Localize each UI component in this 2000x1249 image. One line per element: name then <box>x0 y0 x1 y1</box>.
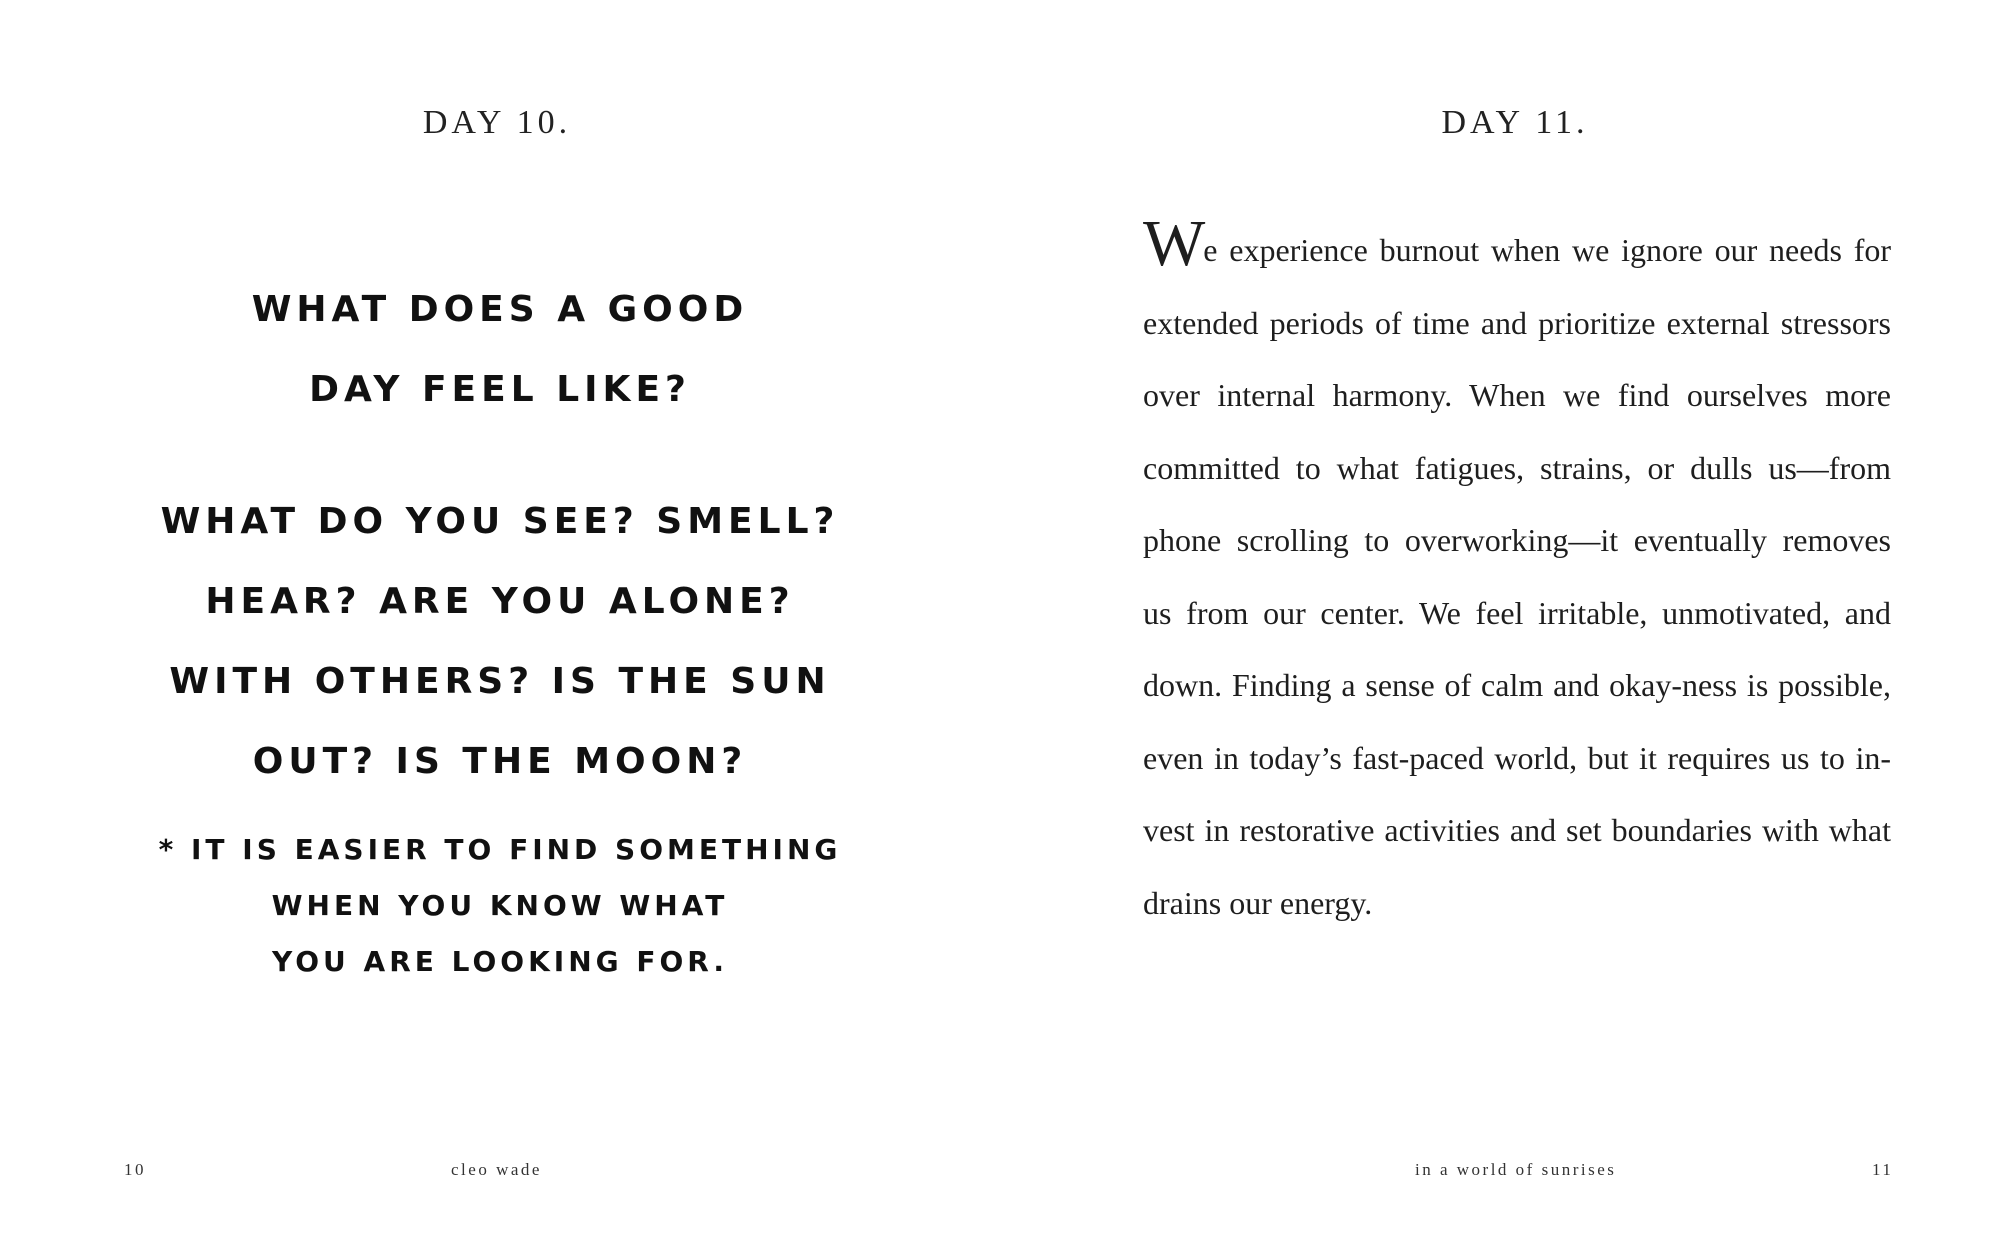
body-line: us from our center. We feel irritable, unmotivated, and <box>1143 594 1891 631</box>
body-line: drains our energy. <box>1143 884 1373 921</box>
handwritten-note-line: YOU ARE LOOKING FOR. <box>271 945 729 978</box>
body-line: phone scrolling to overworking—it eventually removes <box>1143 522 1891 558</box>
handwritten-question-good-day <box>150 270 850 430</box>
handwritten-question-senses <box>150 482 850 802</box>
body-line: extended periods of time and prioritize external stressors <box>1143 304 1891 341</box>
handwritten-line: WHAT DOES A GOOD <box>251 289 749 330</box>
day-10-heading: DAY 10. <box>422 104 572 141</box>
body-line: committed to what fatigues, strains, or dulls us—from <box>1143 449 1891 486</box>
body-line: vest in restorative activities and set boundaries with what <box>1143 812 1891 848</box>
handwritten-line: WHAT DO YOU SEE? SMELL? <box>160 501 840 542</box>
body-line: over internal harmony. When we find ourselves more <box>1143 377 1891 413</box>
right-page <box>1000 0 2000 1249</box>
handwritten-line: DAY FEEL LIKE? <box>309 369 691 410</box>
body-line <box>1143 207 1891 287</box>
body-line: down. Finding a sense of calm and okay-ness is possible, <box>1143 667 1891 703</box>
body-line-text: e experience burnout when we ignore our needs for <box>1203 232 1891 268</box>
day-11-body-text <box>1143 207 1891 939</box>
author-running-footer: cleo wade <box>451 1160 542 1179</box>
handwritten-note <box>150 822 850 990</box>
handwritten-note-line: WHEN YOU KNOW WHAT <box>271 889 729 922</box>
page-number-right: 11 <box>1872 1160 1894 1179</box>
handwritten-note-line: * IT IS EASIER TO FIND SOMETHING <box>158 833 842 866</box>
page-number-left: 10 <box>124 1160 146 1179</box>
handwritten-line: WITH OTHERS? IS THE SUN <box>169 661 831 702</box>
handwritten-line: HEAR? ARE YOU ALONE? <box>205 581 795 622</box>
handwritten-line: OUT? IS THE MOON? <box>252 741 748 782</box>
drop-cap: W <box>1143 207 1206 280</box>
body-line: even in today’s fast-paced world, but it requires us to in- <box>1143 739 1891 776</box>
day-11-heading: DAY 11. <box>1441 104 1589 141</box>
book-title-running-footer: in a world of sunrises <box>1415 1160 1617 1179</box>
